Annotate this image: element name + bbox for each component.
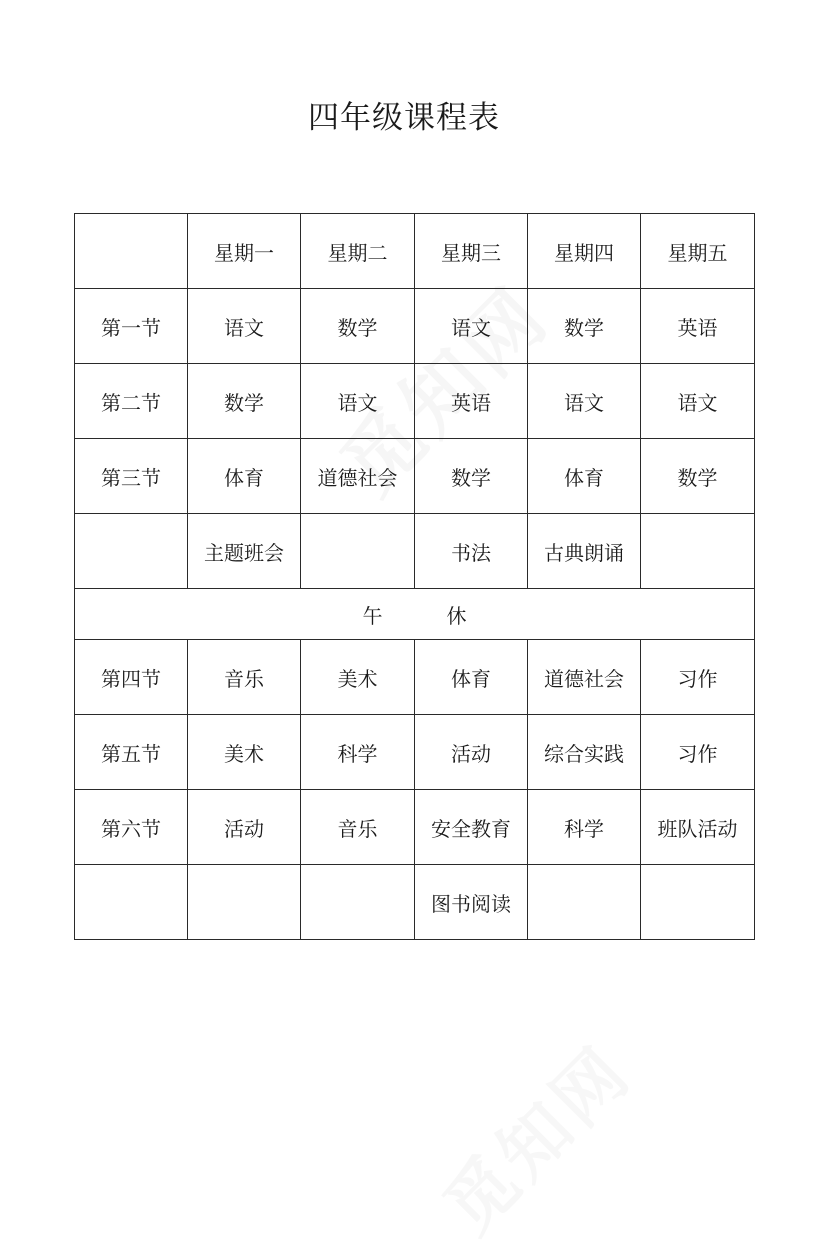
table-cell: 图书阅读 — [415, 865, 528, 940]
period-cell: 第二节 — [75, 364, 188, 439]
period-cell — [75, 865, 188, 940]
header-cell: 星期二 — [301, 214, 415, 289]
table-cell: 语文 — [188, 289, 301, 364]
table-cell: 音乐 — [301, 790, 415, 865]
table-cell: 综合实践 — [528, 715, 641, 790]
table-cell — [641, 865, 755, 940]
table-cell — [528, 865, 641, 940]
period-cell: 第四节 — [75, 640, 188, 715]
table-cell: 英语 — [641, 289, 755, 364]
table-row — [75, 790, 755, 865]
table-cell: 英语 — [415, 364, 528, 439]
table-cell: 体育 — [528, 439, 641, 514]
header-cell: 星期一 — [188, 214, 301, 289]
table-cell: 数学 — [301, 289, 415, 364]
table-cell: 主题班会 — [188, 514, 301, 589]
table-cell: 语文 — [641, 364, 755, 439]
table-cell: 道德社会 — [528, 640, 641, 715]
table-cell: 道德社会 — [301, 439, 415, 514]
table-cell: 音乐 — [188, 640, 301, 715]
header-cell: 星期三 — [415, 214, 528, 289]
table-cell: 科学 — [528, 790, 641, 865]
table-row — [75, 865, 755, 940]
table-cell: 习作 — [641, 715, 755, 790]
period-cell: 第一节 — [75, 289, 188, 364]
table-cell: 数学 — [528, 289, 641, 364]
table-cell: 美术 — [301, 640, 415, 715]
table-cell: 书法 — [415, 514, 528, 589]
table-cell: 活动 — [415, 715, 528, 790]
noon-break-label: 午 — [362, 603, 383, 628]
table-cell — [301, 514, 415, 589]
table-cell — [188, 865, 301, 940]
table-cell: 数学 — [415, 439, 528, 514]
table-cell — [301, 865, 415, 940]
table-row — [75, 715, 755, 790]
table-cell: 体育 — [188, 439, 301, 514]
table-cell: 习作 — [641, 640, 755, 715]
table-cell: 科学 — [301, 715, 415, 790]
table-row — [75, 640, 755, 715]
table-cell — [641, 514, 755, 589]
period-cell: 第三节 — [75, 439, 188, 514]
table-cell: 班队活动 — [641, 790, 755, 865]
noon-break-cell — [75, 589, 755, 640]
period-cell: 第五节 — [75, 715, 188, 790]
header-row — [75, 214, 755, 289]
table-row — [75, 439, 755, 514]
table-cell: 语文 — [528, 364, 641, 439]
period-cell: 第六节 — [75, 790, 188, 865]
period-cell — [75, 514, 188, 589]
table-cell: 美术 — [188, 715, 301, 790]
table-cell: 体育 — [415, 640, 528, 715]
table-row — [75, 364, 755, 439]
schedule-table — [74, 213, 755, 940]
page-title: 四年级课程表 — [308, 100, 500, 136]
watermark — [418, 1019, 651, 1252]
table-cell: 古典朗诵 — [528, 514, 641, 589]
header-cell: 星期五 — [641, 214, 755, 289]
table-cell: 活动 — [188, 790, 301, 865]
table-row — [75, 289, 755, 364]
header-cell: 星期四 — [528, 214, 641, 289]
table-cell: 安全教育 — [415, 790, 528, 865]
table-cell: 语文 — [415, 289, 528, 364]
header-cell — [75, 214, 188, 289]
table-cell: 数学 — [641, 439, 755, 514]
table-row — [75, 514, 755, 589]
noon-break-label: 休 — [446, 603, 467, 628]
table-cell: 语文 — [301, 364, 415, 439]
table-cell: 数学 — [188, 364, 301, 439]
noon-break-row — [75, 589, 755, 640]
